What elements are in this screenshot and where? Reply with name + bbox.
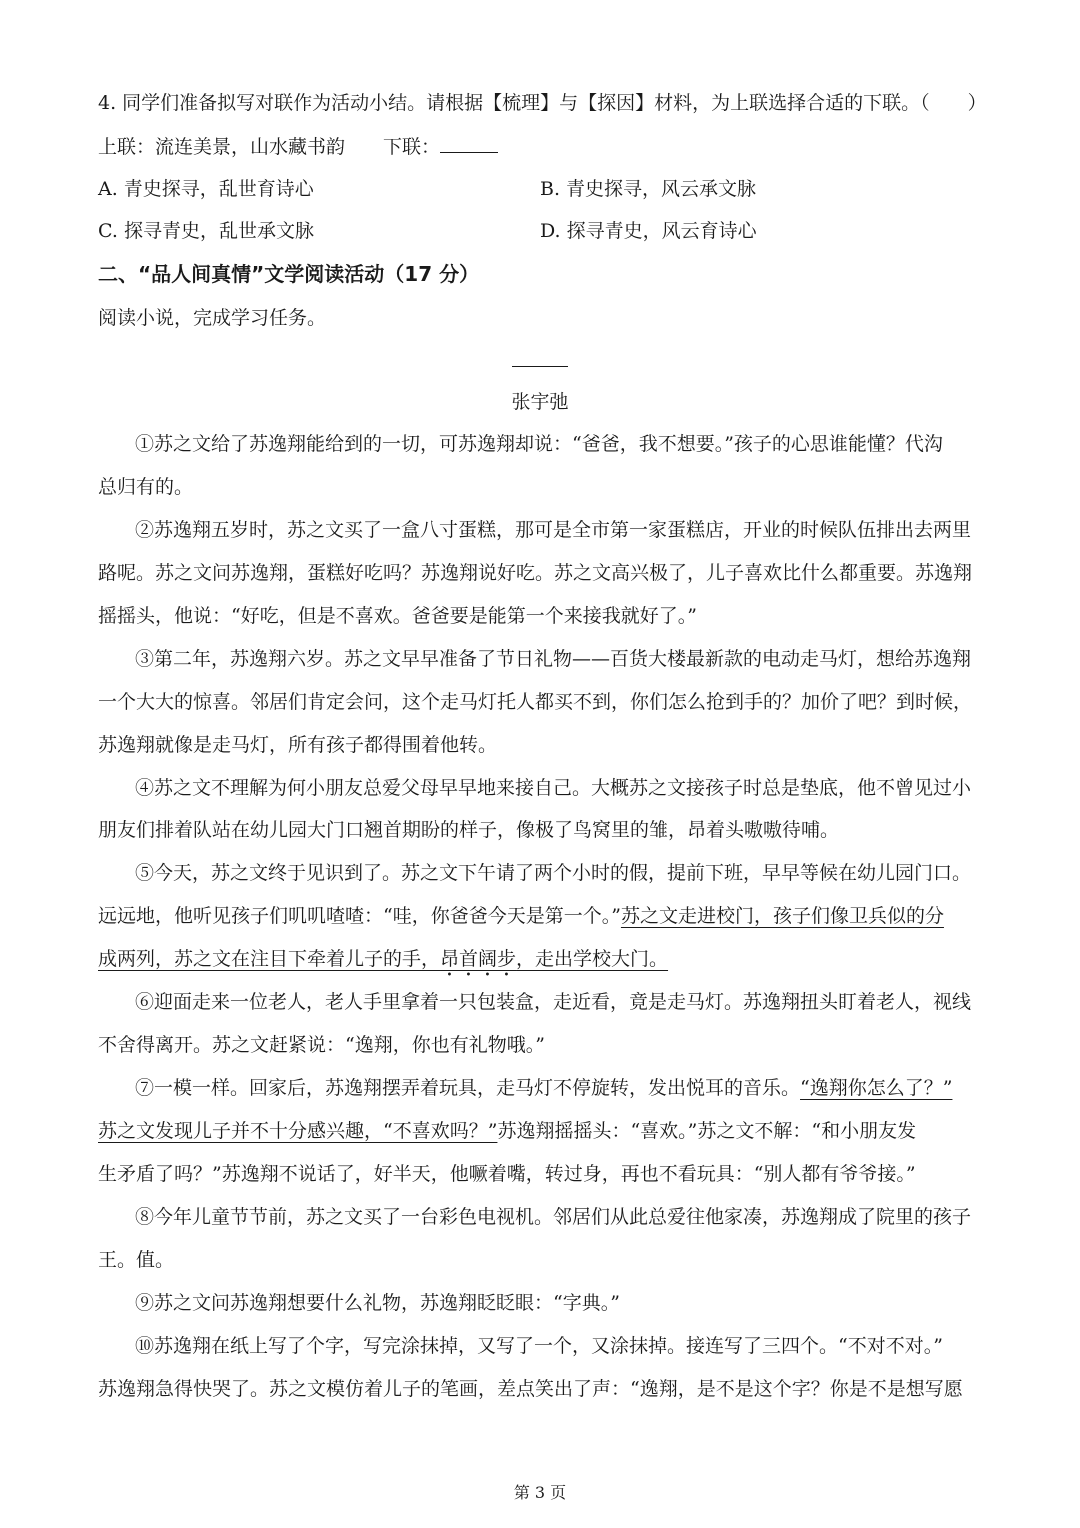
upper-couplet: 上联：流连美景，山水藏书韵 [98, 136, 346, 158]
paragraph-9: ⑨苏之文问苏逸翔想要什么礼物，苏逸翔眨眨眼：“字典。” [135, 1292, 620, 1314]
paragraph-1-line-2: 总归有的。 [98, 476, 194, 498]
paragraph-2-line-3: 摇摇头，他说：“好吃，但是不喜欢。爸爸要是能第一个来接我就好了。” [98, 605, 697, 627]
question-4-prompt: 4. 同学们准备拟写对联作为活动小结。请根据【梳理】与【探因】材料，为上联选择合适的下联。（ ） [98, 92, 987, 114]
paragraph-7-underlined-cont: 苏之文发现儿子并不十分感兴趣，“不喜欢吗？” [98, 1120, 498, 1142]
paragraph-5-underlined-end: ，走出学校大门。 [516, 948, 669, 970]
paragraph-7-plain: ⑦一模一样。回家后，苏逸翔摆弄着玩具，走马灯不停旋转，发出悦耳的音乐。 [135, 1077, 801, 1099]
title-blank-rule [512, 366, 568, 367]
section-heading: 二、“品人间真情”文学阅读活动（17 分） [98, 262, 480, 286]
paragraph-1-line-1: ①苏之文给了苏逸翔能给到的一切，可苏逸翔却说：“爸爸，我不想要。”孩子的心思谁能懂？代沟 [135, 433, 943, 455]
option-d: D. 探寻青史，风云育诗心 [540, 220, 757, 242]
paragraph-3-line-2: 一个大大的惊喜。邻居们肯定会问，这个走马灯托人都买不到，你们怎么抢到手的？加价了吧？到时候， [98, 691, 973, 713]
paragraph-2-line-1: ②苏逸翔五岁时，苏之文买了一盒八寸蛋糕，那可是全市第一家蛋糕店，开业的时候队伍排出去两里 [135, 519, 972, 541]
paragraph-5-line-1: ⑤今天，苏之文终于见识到了。苏之文下午请了两个小时的假，提前下班，早早等候在幼儿园门口。 [135, 862, 972, 884]
paragraph-6-line-2: 不舍得离开。苏之文赶紧说：“逸翔，你也有礼物哦。” [98, 1034, 545, 1056]
paragraph-3-line-3: 苏逸翔就像是走马灯，所有孩子都得围着他转。 [98, 734, 498, 756]
section-instruction: 阅读小说，完成学习任务。 [98, 307, 327, 329]
paragraph-8-line-1: ⑧今年儿童节节前，苏之文买了一台彩色电视机。邻居们从此总爱往他家凑，苏逸翔成了院里的孩子 [135, 1206, 972, 1228]
paragraph-7-plain-cont: 苏逸翔摇摇头：“喜欢。”苏之文不解：“和小朋友发 [497, 1120, 917, 1142]
paragraph-7-line-2 [98, 1119, 916, 1143]
paragraph-2-line-2: 路呢。苏之文问苏逸翔，蛋糕好吃吗？苏逸翔说好吃。苏之文高兴极了，儿子喜欢比什么都重要。苏逸翔 [98, 562, 973, 584]
paragraph-5-line-2 [98, 904, 944, 928]
paragraph-4-line-1: ④苏之文不理解为何小朋友总爱父母早早地来接自己。大概苏之文接孩子时总是垫底，他不曾见过小 [135, 777, 972, 799]
option-a: A. 青史探寻，乱世育诗心 [98, 178, 314, 200]
option-b: B. 青史探寻，风云承文脉 [540, 178, 757, 200]
paragraph-7-line-3: 生矛盾了吗？”苏逸翔不说话了，好半天，他噘着嘴，转过身，再也不看玩具：“别人都有爷爷接。” [98, 1163, 916, 1185]
paragraph-5-line-3 [98, 947, 668, 981]
paragraph-4-line-2: 朋友们排着队站在幼儿园大门口翘首期盼的样子，像极了鸟窝里的雏，昂着头嗷嗷待哺。 [98, 819, 840, 841]
paragraph-5-underlined: 苏之文走进校门，孩子们像卫兵似的分 [620, 905, 944, 927]
paragraph-6-line-1: ⑥迎面走来一位老人，老人手里拿着一只包装盒，走近看，竟是走马灯。苏逸翔扭头盯着老人，视线 [135, 991, 972, 1013]
page-number: 第 3 页 [513, 1483, 567, 1502]
paragraph-7-line-1 [135, 1076, 952, 1100]
paragraph-8-line-2: 王。值。 [98, 1249, 175, 1271]
answer-blank [440, 134, 498, 153]
paragraph-10-line-1: ⑩苏逸翔在纸上写了个字，写完涂抹掉，又写了一个，又涂抹掉。接连写了三四个。“不对不对。” [135, 1335, 943, 1357]
story-author: 张宇弛 [511, 391, 569, 413]
paragraph-7-underlined: “逸翔你怎么了？” [800, 1077, 953, 1099]
paragraph-10-line-2: 苏逸翔急得快哭了。苏之文模仿着儿子的笔画，差点笑出了声：“逸翔，是不是这个字？你是不是想写愿 [98, 1378, 963, 1400]
option-c: C. 探寻青史，乱世承文脉 [98, 220, 314, 242]
paragraph-3-line-1: ③第二年，苏逸翔六岁。苏之文早早准备了节日礼物——百货大楼最新款的电动走马灯，想给苏逸翔 [135, 648, 972, 670]
emphasized-phrase: 昂首阔步 [440, 948, 517, 970]
couplet-line [98, 134, 498, 159]
lower-couplet-label: 下联： [383, 136, 441, 158]
paragraph-5-underlined-cont: 成两列，苏之文在注目下牵着儿子的手， [98, 948, 441, 970]
paragraph-5-plain: 远远地，他听见孩子们叽叽喳喳：“哇，你爸爸今天是第一个。” [98, 905, 621, 927]
